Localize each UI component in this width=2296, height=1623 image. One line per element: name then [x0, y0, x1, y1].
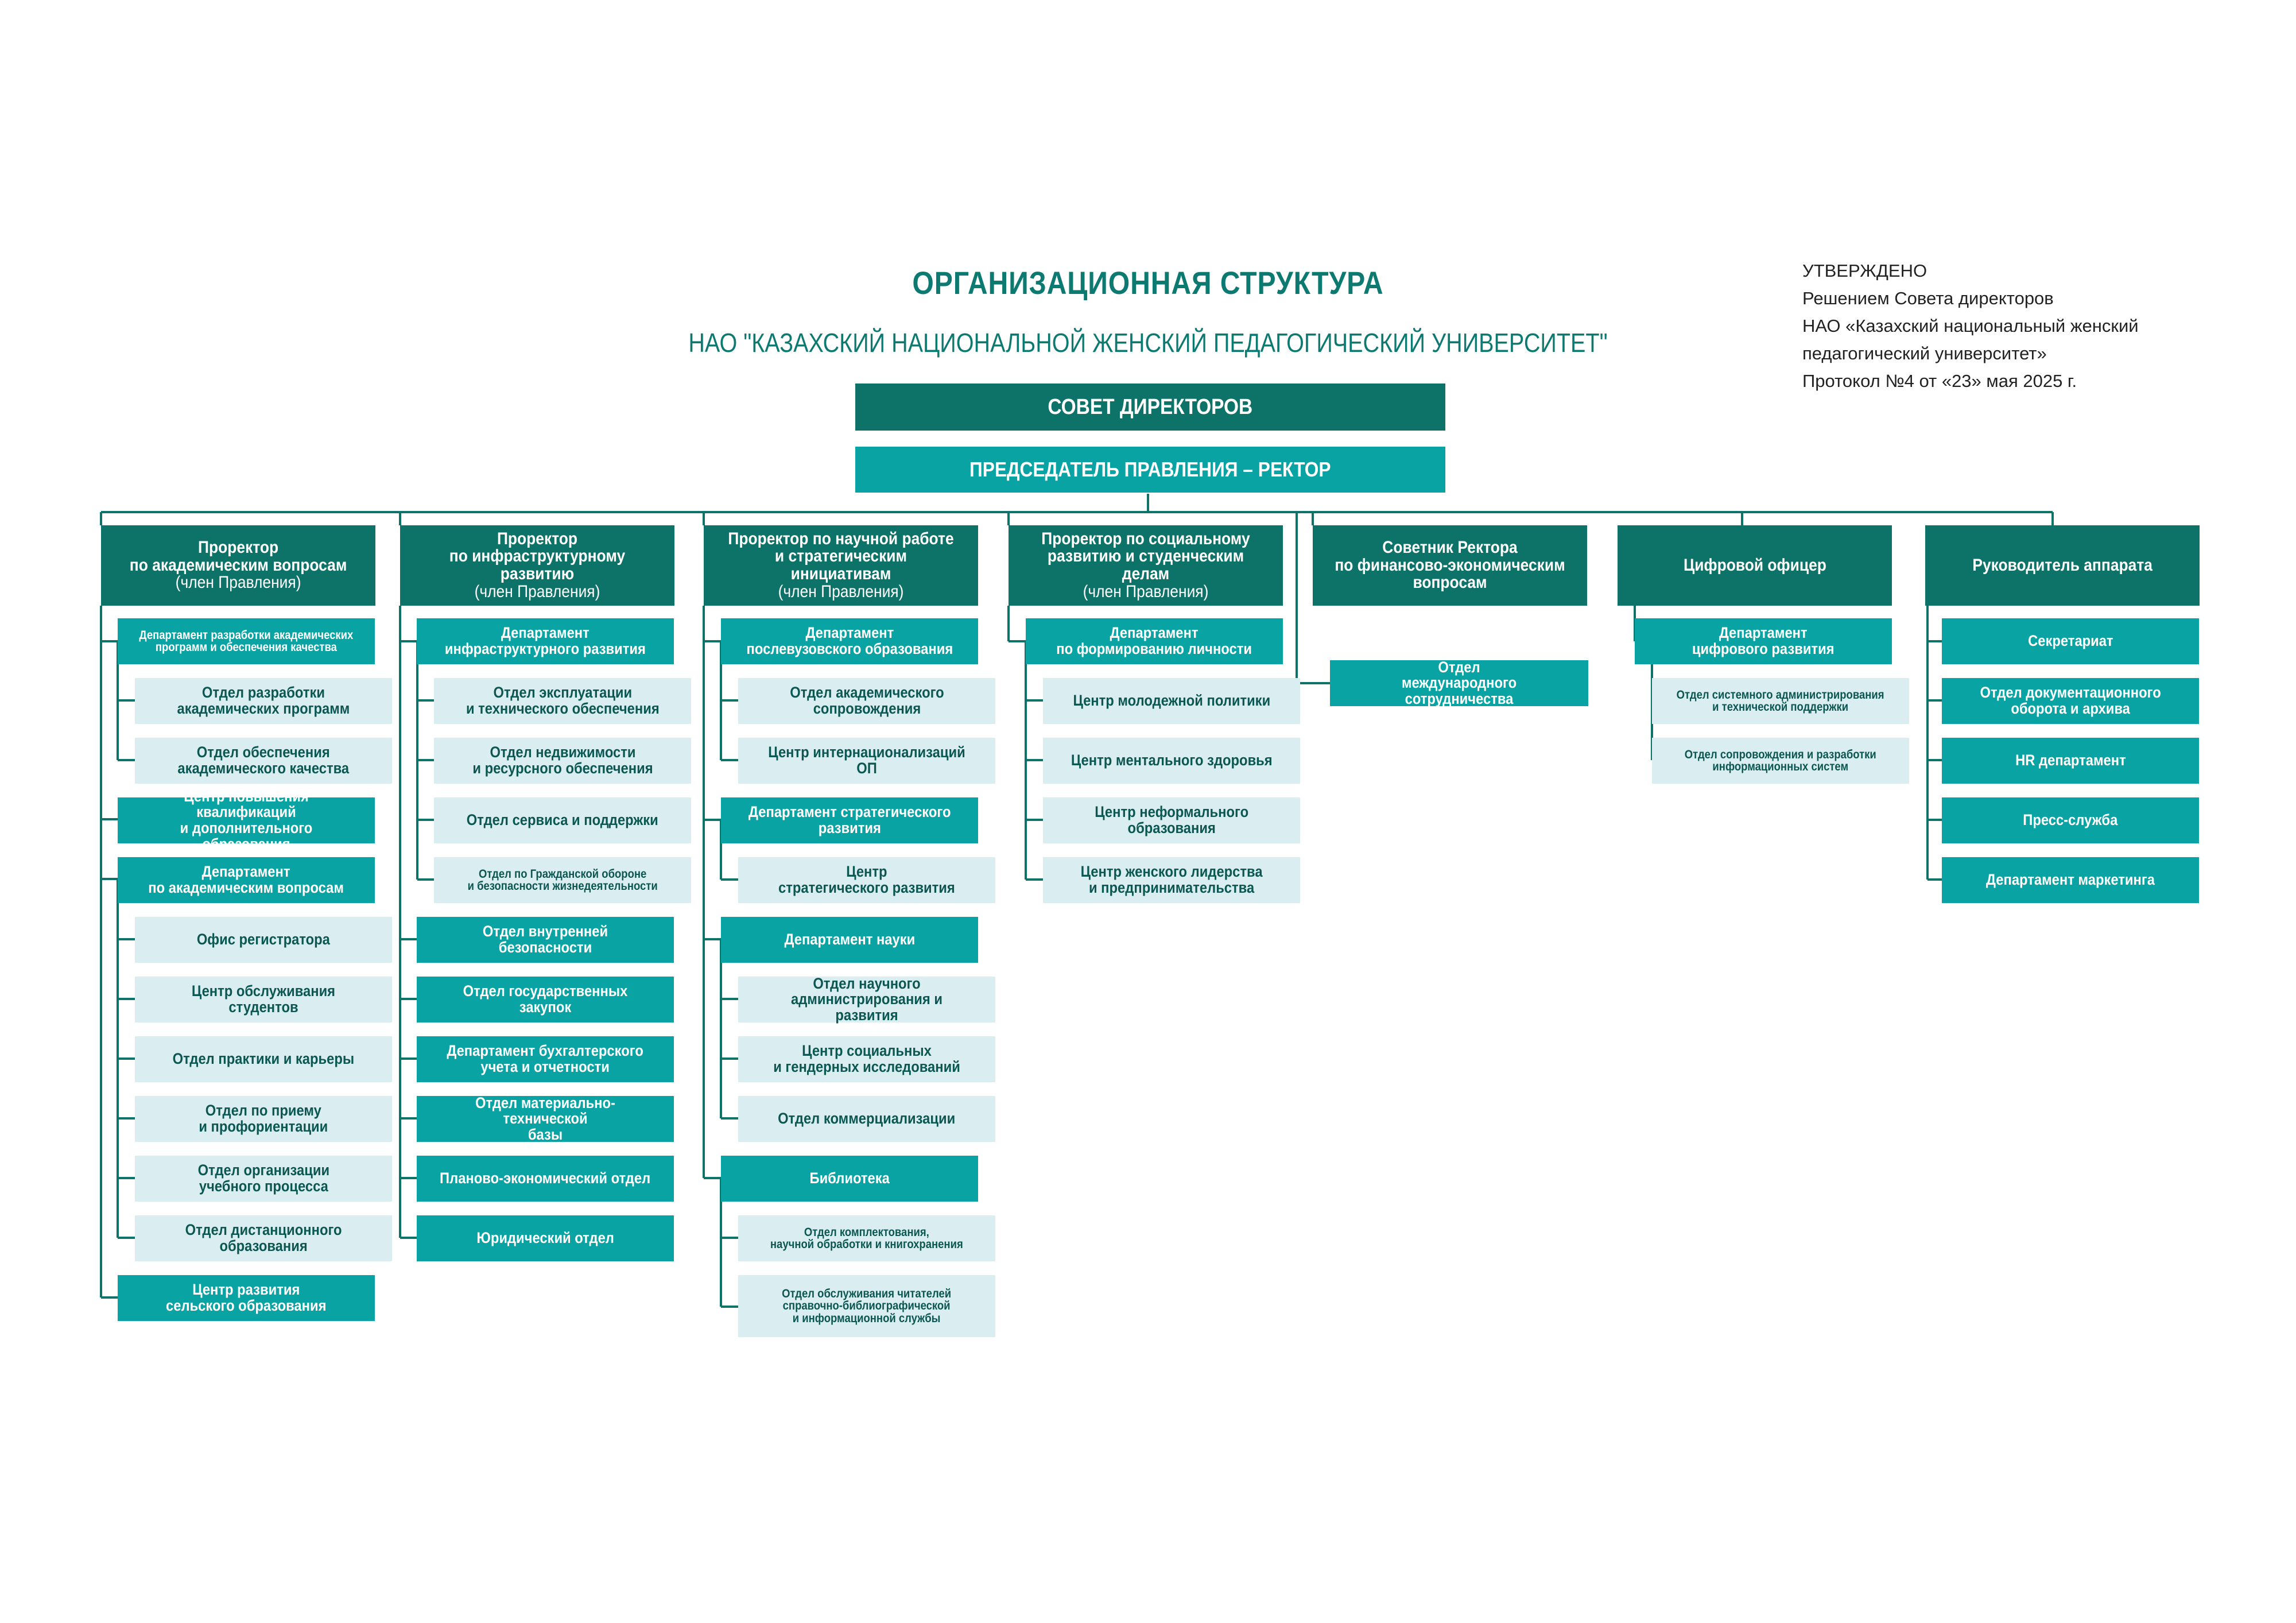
column-head — [704, 525, 978, 606]
department-box-label: Отдел документационного оборота и архива — [1980, 684, 2161, 717]
sub-unit-box — [135, 977, 392, 1022]
column-head-label: Проректор по инфраструктурному развитию (член Правления) — [421, 530, 653, 601]
board-member-note: (член Правления) — [778, 582, 904, 601]
sub-unit-box-label: Отдел комплектования, научной обработки и книгохранения — [770, 1225, 963, 1251]
department-box-label: Планово-экономический отдел — [440, 1169, 651, 1187]
department-box — [417, 1156, 674, 1202]
column-head — [1925, 525, 2200, 606]
board-member-note: (член Правления) — [175, 573, 301, 592]
sub-unit-box-label: Отдел сопровождения и разработки информационных систем — [1684, 747, 1877, 773]
sub-unit-box — [135, 1096, 392, 1142]
department-box-label: Департамент по формированию личности — [1056, 624, 1252, 657]
column-head-label: Советник Ректора по финансово-экономическим вопросам — [1335, 538, 1565, 592]
board-member-note: (член Правления) — [1083, 582, 1209, 601]
department-box — [721, 797, 978, 843]
column-head-label: Руководитель аппарата — [1972, 555, 2152, 575]
department-box — [417, 977, 674, 1022]
sub-unit-box-label: Отдел коммерциализации — [778, 1110, 956, 1128]
sub-unit-box — [738, 678, 995, 724]
board-of-directors-box — [855, 384, 1445, 431]
sub-unit-box — [1043, 857, 1300, 903]
department-box — [417, 1215, 674, 1261]
sub-unit-box — [135, 917, 392, 963]
page-title: ОРГАНИЗАЦИОННАЯ СТРУКТУРА — [912, 265, 1384, 301]
department-box — [417, 917, 674, 963]
sub-unit-box-label: Отдел по приему и профориентации — [199, 1102, 328, 1135]
sub-unit-box — [434, 857, 691, 903]
sub-unit-box-label: Центр стратегического развития — [778, 863, 955, 896]
chair-label: ПРЕДСЕДАТЕЛЬ ПРАВЛЕНИЯ – РЕКТОР — [969, 457, 1331, 481]
department-box — [1635, 618, 1892, 664]
sub-unit-box — [1043, 738, 1300, 784]
sub-unit-box-label: Отдел сервиса и поддержки — [467, 811, 658, 829]
sub-unit-box-label: Отдел дистанционного образования — [185, 1221, 342, 1254]
department-box — [118, 787, 375, 853]
department-box-label: Департамент цифрового развития — [1692, 624, 1835, 657]
department-box-label: Департамент разработки академических программ и обеспечения качества — [139, 628, 354, 654]
department-box — [417, 618, 674, 664]
department-box — [1942, 618, 2199, 664]
sub-unit-box — [738, 738, 995, 784]
chairman-rector-box — [855, 447, 1445, 493]
sub-unit-box-label: Отдел недвижимости и ресурсного обеспечения — [472, 743, 653, 777]
sub-unit-box-label: Отдел научного администрирования и развития — [791, 974, 943, 1024]
department-box-label: Центр развития сельского образования — [166, 1281, 327, 1314]
column-head-label: Цифровой офицер — [1683, 555, 1826, 575]
sub-unit-box-label: Отдел обеспечения академического качества — [177, 743, 350, 777]
sub-unit-box — [434, 738, 691, 784]
sub-unit-box-label: Отдел практики и карьеры — [172, 1050, 355, 1068]
sub-unit-box-label: Центр молодежной политики — [1073, 692, 1270, 710]
sub-unit-box-label: Центр ментального здоровья — [1071, 752, 1273, 769]
sub-unit-box-label: Центр обслуживания студентов — [191, 982, 336, 1016]
department-box — [118, 1275, 375, 1321]
department-box — [118, 618, 375, 664]
department-box-label: Пресс-служба — [2023, 811, 2118, 829]
department-box — [1942, 857, 2199, 903]
sub-unit-box-label: Центр женского лидерства и предпринимательства — [1080, 863, 1263, 896]
department-box — [417, 1036, 674, 1082]
department-box — [118, 857, 375, 903]
approval-note — [1802, 257, 2239, 395]
department-box-label: Департамент бухгалтерского учета и отчетности — [447, 1042, 644, 1075]
sub-unit-box — [135, 1036, 392, 1082]
column-head — [1618, 525, 1892, 606]
sub-unit-box — [1043, 678, 1300, 724]
sub-unit-box — [434, 678, 691, 724]
department-box — [1942, 738, 2199, 784]
sub-unit-box — [738, 974, 995, 1024]
sub-unit-box-label: Центр социальных и гендерных исследований — [773, 1042, 960, 1075]
department-box-label: Юридический отдел — [476, 1229, 614, 1247]
sub-unit-box — [738, 1215, 995, 1261]
sub-unit-box-label: Отдел организации учебного процесса — [197, 1161, 329, 1195]
department-box — [1942, 678, 2199, 724]
department-box — [1942, 797, 2199, 843]
department-box-label: Департамент инфраструктурного развития — [445, 624, 646, 657]
sub-unit-box — [738, 1275, 995, 1337]
sub-unit-box-label: Отдел обслуживания читателей справочно-библиографической и информационной службы — [782, 1287, 952, 1325]
approval-line: педагогический университет» — [1802, 343, 2047, 363]
sub-unit-box-label: Центр интернационализаций ОП — [768, 743, 965, 777]
department-box-label: Департамент науки — [784, 931, 915, 948]
approval-line: НАО «Казахский национальный женский — [1802, 316, 2139, 336]
column-head-label: Проректор по академическим вопросам (член Правления) — [129, 538, 347, 592]
department-box-label: Библиотека — [809, 1169, 890, 1187]
department-box — [721, 1156, 978, 1202]
sub-unit-box-label: Отдел эксплуатации и технического обеспечения — [466, 684, 660, 717]
column-head-label: Проректор по научной работе и стратегическим инициативам (член Правления) — [725, 530, 956, 601]
sub-unit-box — [434, 797, 691, 843]
department-box-label: Департамент по академическим вопросам — [148, 863, 344, 896]
board-member-note: (член Правления) — [474, 582, 600, 601]
sub-unit-box-label: Отдел системного администрирования и технической поддержки — [1677, 688, 1884, 714]
sub-unit-box-label: Центр неформального образования — [1095, 803, 1248, 836]
sub-unit-box-label: Офис регистратора — [196, 931, 331, 948]
department-box-label: Отдел внутренней безопасности — [482, 923, 608, 956]
department-box-label: Отдел материально-технической базы — [475, 1094, 615, 1143]
sub-unit-box — [135, 678, 392, 724]
department-box-label: Секретариат — [2027, 632, 2113, 650]
approval-line: Решением Совета директоров — [1802, 288, 2054, 308]
department-box — [1330, 660, 1588, 706]
board-label: СОВЕТ ДИРЕКТОРОВ — [1048, 394, 1253, 419]
sub-unit-box — [135, 1215, 392, 1261]
sub-unit-box-label: Отдел по Гражданской обороне и безопасности жизнедеятельности — [467, 867, 658, 893]
sub-unit-box — [1652, 738, 1909, 784]
department-box — [1026, 618, 1283, 664]
column-head-label: Проректор по социальному развитию и студенческим делам (член Правления) — [1030, 530, 1261, 601]
page-subtitle: НАО "КАЗАХСКИЙ НАЦИОНАЛЬНОЙ ЖЕНСКИЙ ПЕДАГОГИЧЕСКИЙ УНИВЕРСИТЕТ" — [688, 328, 1608, 358]
sub-unit-box — [135, 1156, 392, 1202]
sub-unit-box-label: Отдел академического сопровождения — [789, 684, 944, 717]
sub-unit-box — [1652, 678, 1909, 724]
sub-unit-box — [738, 1036, 995, 1082]
approval-line: Протокол №4 от «23» мая 2025 г. — [1802, 371, 2077, 391]
sub-unit-box-label: Отдел разработки академических программ — [177, 684, 350, 717]
department-box-label: Департамент маркетинга — [1986, 871, 2155, 889]
column-head — [1313, 525, 1587, 606]
column-head — [400, 525, 674, 606]
column-head — [1009, 525, 1283, 606]
sub-unit-box — [1043, 797, 1300, 843]
department-box-label: Центр повышения квалификаций и дополнительного образования — [180, 787, 313, 853]
department-box-label: Отдел международного сотрудничества — [1401, 658, 1517, 707]
department-box-label: HR департамент — [2015, 752, 2126, 769]
department-box — [417, 1096, 674, 1142]
sub-unit-box — [135, 738, 392, 784]
department-box — [721, 618, 978, 664]
column-head — [101, 525, 375, 606]
sub-unit-box — [738, 1096, 995, 1142]
department-box-label: Департамент послевузовского образования — [746, 624, 953, 657]
approval-line: УТВЕРЖДЕНО — [1802, 261, 1927, 281]
department-box-label: Отдел государственных закупок — [463, 982, 628, 1016]
department-box-label: Департамент стратегического развития — [748, 803, 951, 836]
sub-unit-box — [738, 857, 995, 903]
department-box — [721, 917, 978, 963]
